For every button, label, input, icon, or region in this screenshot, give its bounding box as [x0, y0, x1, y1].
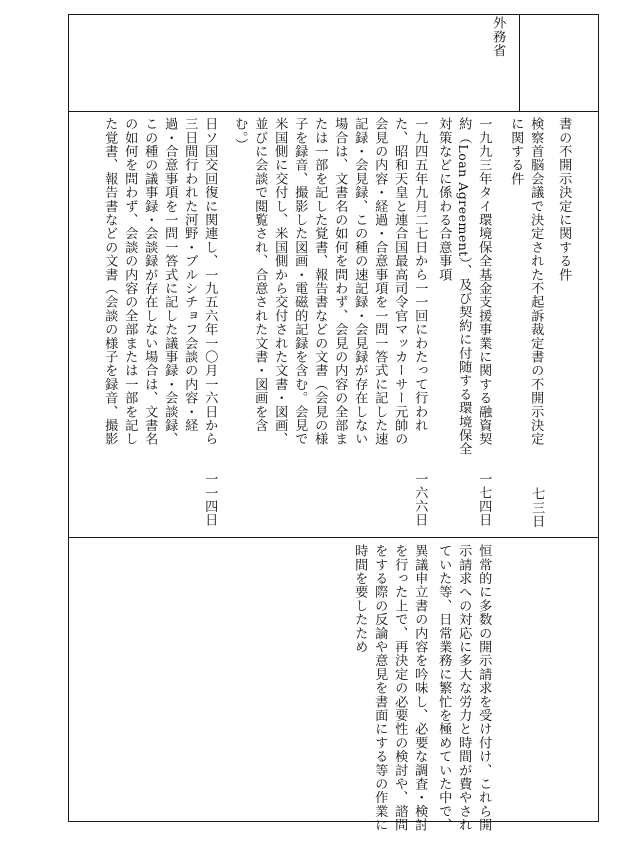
case-line-1: 書の不開示決定に関する件	[556, 117, 572, 282]
case-line-2: 検察首脳会議で決定された不起訴裁定書の不開示決定	[528, 117, 544, 446]
days-divider	[68, 537, 599, 538]
case-line-10: 記録・会見録、この種の速記録・会見録が存在しない	[352, 117, 368, 446]
days-value-1: 七三日	[529, 487, 545, 529]
case-line-20: この種の議事録・会談録が存在しない場合は、文書名	[142, 117, 158, 446]
case-line-11: 場合は、文書名の如何を問わず、会見の内容の全部ま	[332, 117, 348, 446]
loan-agreement-text: Loan Agreement	[456, 144, 472, 257]
reason-line-2: 示請求への対応に多大な労力と時間が費やされ	[456, 544, 472, 832]
case-line-6: 対策などに係わる合意事項	[436, 117, 452, 282]
case-line-5: 約（Loan Agreement）、及び契約に付随する環境保全	[456, 117, 472, 456]
days-value-2: 一七四日	[476, 472, 492, 527]
case-line-9: 会見の内容・経過・合意事項を一問一答式に記した速	[372, 117, 388, 446]
reason-line-1: 恒常的に多数の開示請求を受け付け、これら開	[476, 544, 492, 832]
days-value-4: 一一四日	[202, 472, 218, 527]
case-line-4: 一九九三年タイ環境保全基金支援事業に関する融資契	[476, 117, 492, 446]
reason-line-7: 時間を要したため	[352, 544, 368, 654]
case-line-15: 並びに会談で閲覧され、合意された文書・図画を含	[252, 117, 268, 433]
case-line-17: 日ソ国交回復に関連し、一九五六年一〇月一六日から	[202, 117, 218, 446]
case-line-16: む。）	[232, 117, 248, 152]
reason-line-6: をする際の反論や意見を書面にする等の作業に	[372, 544, 388, 832]
case-line-7: 一九四五年九月二七日から一一回にわたって行われ	[412, 117, 428, 433]
reason-line-4: 異議申立書の内容を吟味し、必要な調査・検討	[412, 544, 428, 832]
ministry-name: 外務省	[490, 16, 506, 58]
case-line-8: た、昭和天皇と連合国最高司令官マッカーサー元帥の	[392, 117, 408, 446]
reason-line-3: ていた等、日常業務に繁忙を極めていた中で、	[436, 544, 452, 832]
header-divider	[68, 111, 599, 112]
days-value-3: 一六六日	[412, 472, 428, 527]
case-line-18: 三日間行われた河野・ブルシチョフ会談の内容・経	[182, 117, 198, 433]
header-column-divider	[519, 14, 520, 111]
case-line-21: の如何を問わず、会談の内容の全部または一部を記し	[122, 117, 138, 446]
reason-line-5: を行った上で、再決定の必要性の検討や、諮問	[392, 544, 408, 832]
case-line-19: 過・合意事項を一問一答式に記した議事録・会談録、	[162, 117, 178, 446]
case-line-14: 米国側に交付し、米国側から交付された文書・図画、	[272, 117, 288, 446]
case-line-13: 子を録音、撮影した図画・電磁的記録を含む。会見で	[292, 117, 308, 446]
case-line-3: に関する件	[508, 117, 524, 186]
case-line-12: たは一部を記した覚書、報告書などの文書（会見の様	[312, 117, 328, 446]
case-line-22: た覚書、報告書などの文書（会談の様子を録音、撮影	[102, 117, 118, 446]
